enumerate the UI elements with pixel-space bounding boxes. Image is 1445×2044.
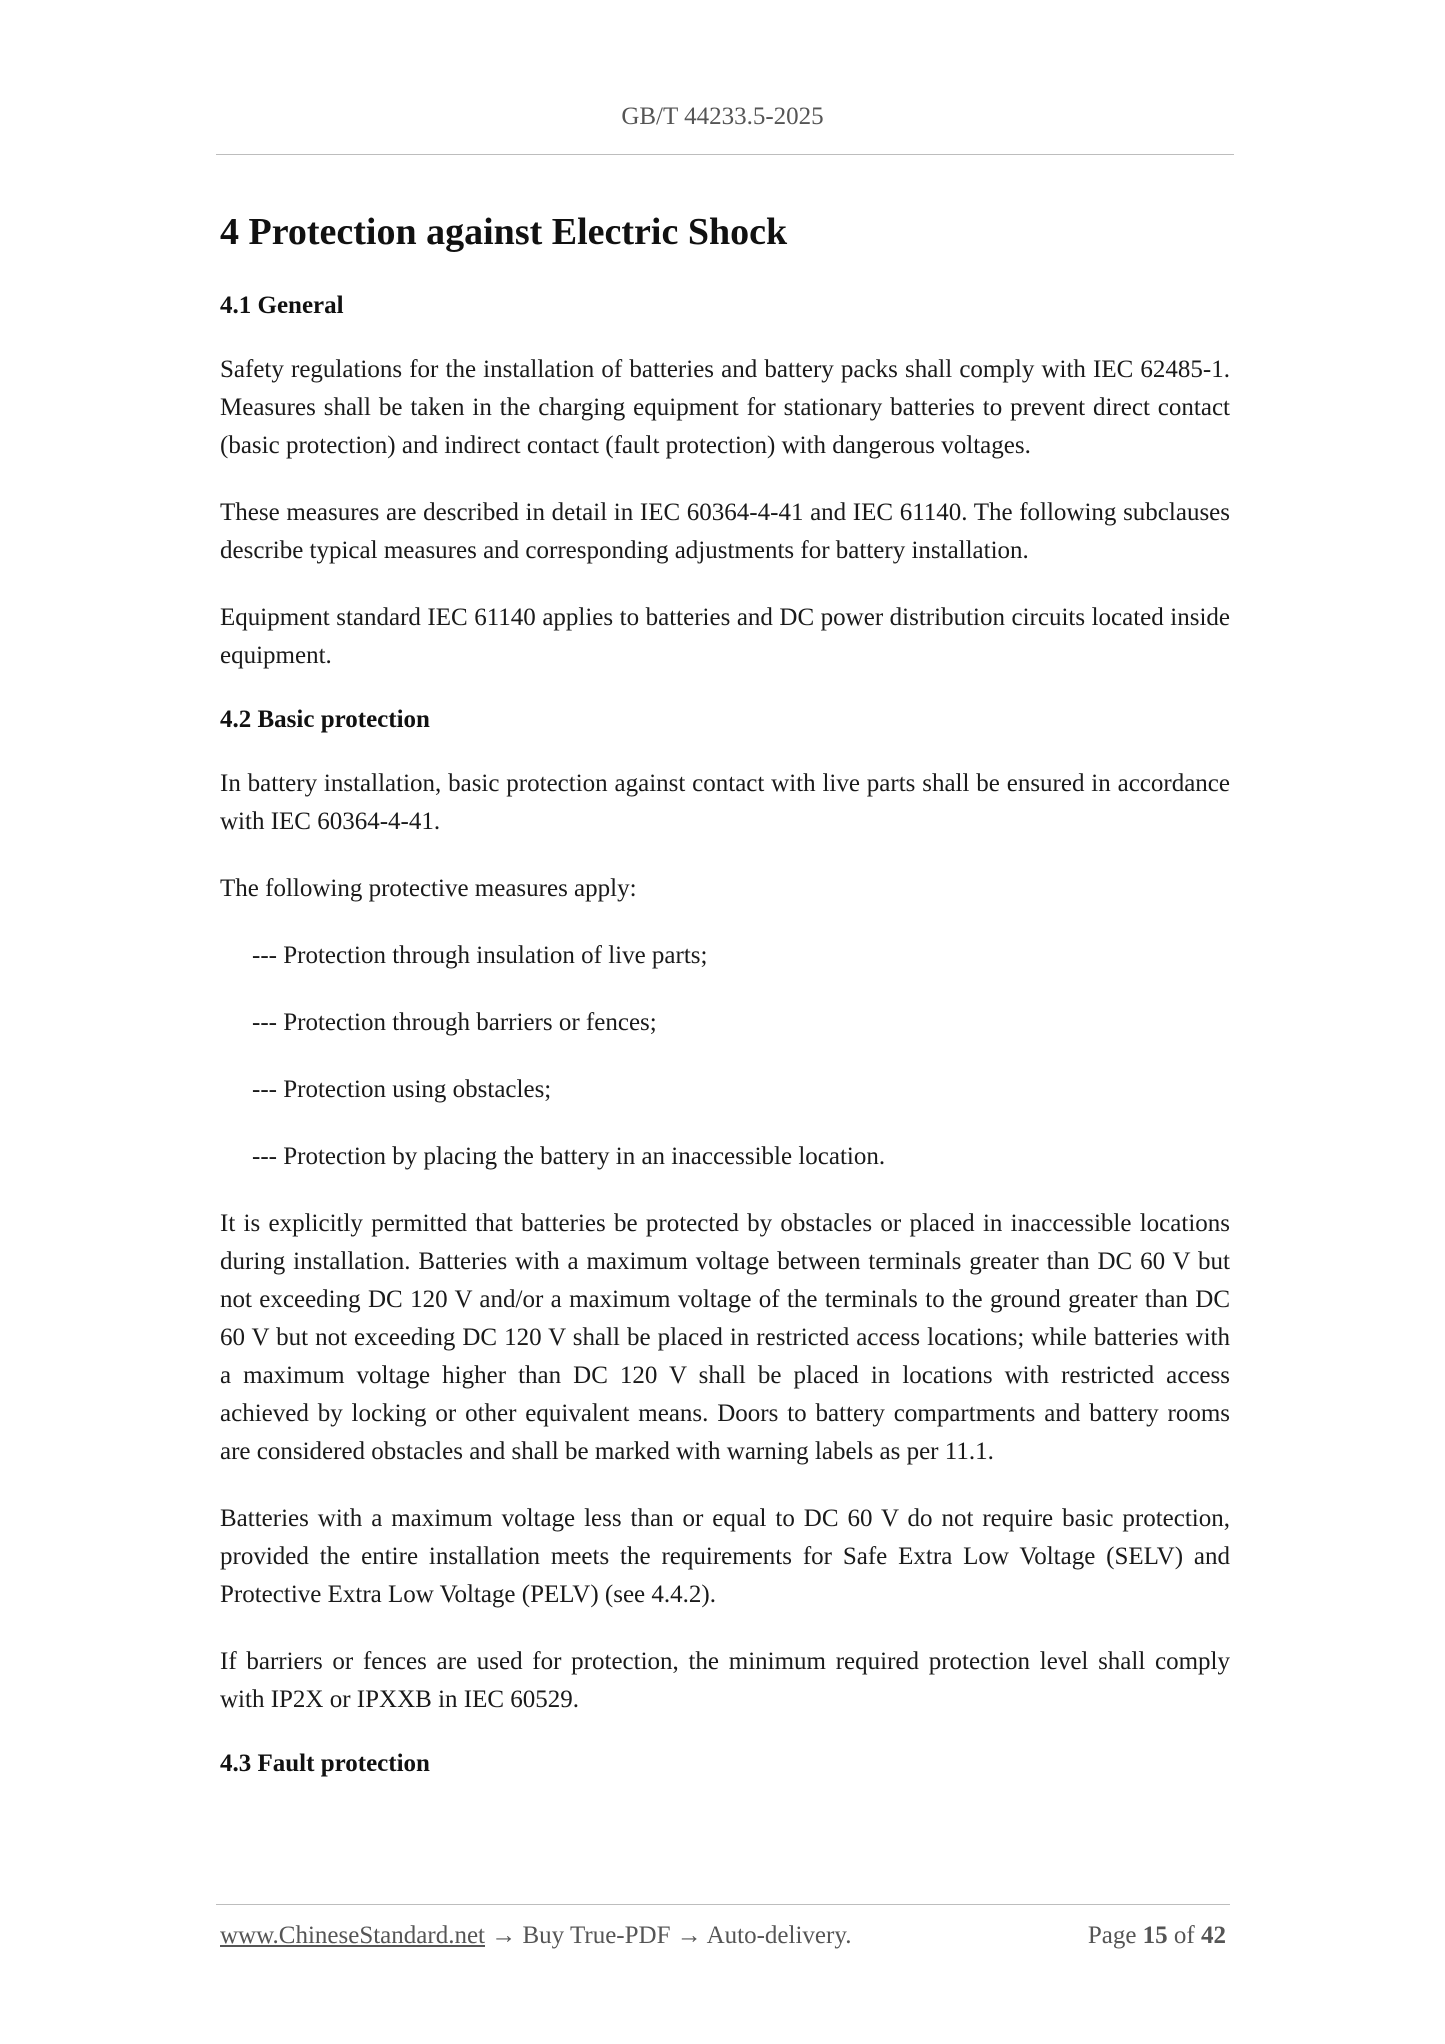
total-pages-number: 42 bbox=[1201, 1922, 1226, 1949]
list-item: --- Protection through insulation of live parts; bbox=[252, 942, 708, 970]
page-content bbox=[220, 210, 1230, 1809]
subsection-heading-general: 4.1 General bbox=[220, 291, 344, 319]
paragraph: Batteries with a maximum voltage less than or equal to DC 60 V do not require basic protection, provided the entire installation meets the requirements for Safe Extra Low Voltage (SELV) and Protective Extra Low Voltage (PELV) (see 4.4.2). bbox=[220, 1505, 1230, 1609]
subsection-heading-fault-protection: 4.3 Fault protection bbox=[220, 1750, 430, 1778]
paragraph: These measures are described in detail in IEC 60364-4-41 and IEC 61140. The following subclauses describe typical measures and corresponding adjustments for battery installation. bbox=[220, 498, 1230, 564]
delivery-text: Auto-delivery. bbox=[706, 1922, 852, 1949]
paragraph: If barriers or fences are used for protection, the minimum required protection level shall comply with IP2X or IPXXB in IEC 60529. bbox=[220, 1648, 1230, 1714]
list-item: --- Protection by placing the battery in an inaccessible location. bbox=[252, 1143, 886, 1171]
page-of-label: of bbox=[1173, 1922, 1195, 1949]
website-link[interactable]: www.ChineseStandard.net bbox=[220, 1922, 485, 1949]
footer-divider bbox=[216, 1904, 1230, 1905]
page-label: Page bbox=[1087, 1922, 1137, 1949]
paragraph: Equipment standard IEC 61140 applies to batteries and DC power distribution circuits located inside equipment. bbox=[220, 603, 1230, 669]
buy-pdf-text: Buy True-PDF bbox=[522, 1922, 671, 1949]
current-page-number: 15 bbox=[1142, 1922, 1168, 1949]
arrow-right-icon: → bbox=[676, 1922, 702, 1949]
arrow-right-icon: → bbox=[491, 1922, 517, 1949]
list-item: --- Protection through barriers or fences; bbox=[252, 1009, 657, 1037]
page-indicator bbox=[1088, 1922, 1226, 1950]
paragraph: Safety regulations for the installation of batteries and battery packs shall comply with IEC 62485-1. Measures shall be taken in the charging equipment for stationary batteries to prevent direct contact (basic protection) and indirect contact (fault protection) with dangerous voltages. bbox=[220, 355, 1230, 459]
paragraph: In battery installation, basic protection against contact with live parts shall be ensured in accordance with IEC 60364-4-41. bbox=[220, 770, 1230, 836]
paragraph: It is explicitly permitted that batteries be protected by obstacles or placed in inaccessible locations during installation. Batteries with a maximum voltage between terminals greater than DC 60 V but not exceeding DC 120 V and/or a maximum voltage of the terminals to the ground greater than DC 60 V but not exceeding DC 120 V shall be placed in restricted access locations; while batteries with a maximum voltage higher than DC 120 V shall be placed in locations with restricted access achieved by locking or other equivalent means. Doors to battery compartments and battery rooms are considered obstacles and shall be marked with warning labels as per 11.1. bbox=[220, 1210, 1230, 1466]
document-header-title: GB/T 44233.5-2025 bbox=[621, 103, 824, 130]
paragraph: The following protective measures apply: bbox=[220, 875, 637, 903]
list-item: --- Protection using obstacles; bbox=[252, 1076, 552, 1104]
section-heading: 4 Protection against Electric Shock bbox=[220, 211, 788, 253]
header-divider bbox=[216, 154, 1234, 155]
footer-promo bbox=[220, 1922, 851, 1950]
subsection-heading-basic-protection: 4.2 Basic protection bbox=[220, 705, 430, 733]
